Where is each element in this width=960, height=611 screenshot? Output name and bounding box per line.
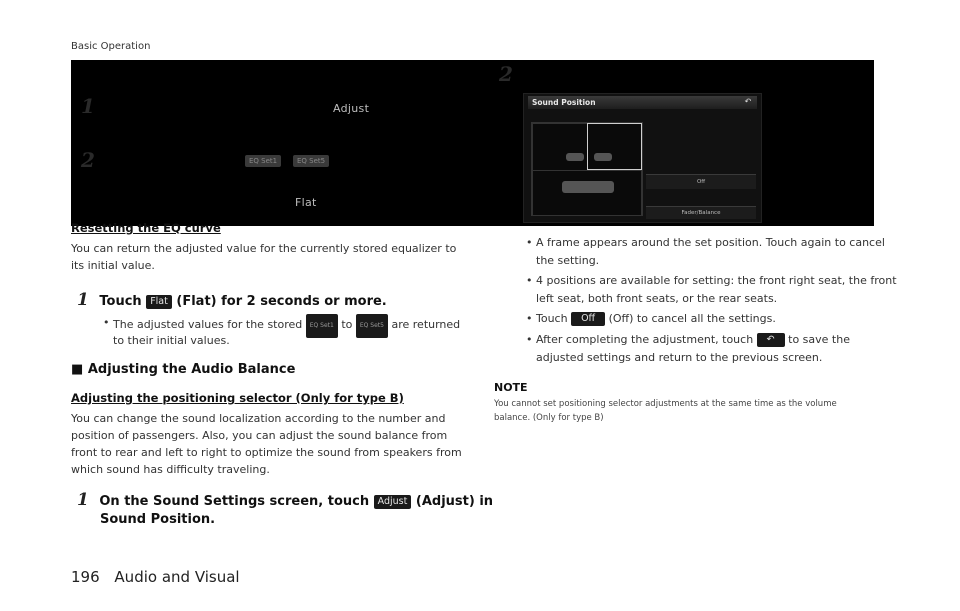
right-bullet-2: • 4 positions are available for setting: the front right seat, the front left seat, both front seats, or the rear seats. <box>536 272 897 308</box>
bullet-line: 4 positions are available for setting: the front right seat, the front <box>536 274 897 287</box>
balance-heading <box>71 362 295 377</box>
bullet-text: (Off) to cancel all the settings. <box>608 312 776 325</box>
reset-step <box>77 290 387 310</box>
screen-title: Sound Position <box>528 96 757 109</box>
body-line: front to rear and left to right to optimize the sound from speakers from <box>71 446 462 459</box>
note-line: You cannot set positioning selector adjustments at the same time as the volume <box>494 399 837 409</box>
off-button[interactable]: Off <box>646 174 756 189</box>
off-button[interactable]: Off <box>571 312 605 326</box>
step-number: 1 <box>77 490 89 510</box>
rear-seat-icon <box>562 181 614 193</box>
step-number: 1 <box>77 290 89 310</box>
adjust-button[interactable]: Adjust <box>374 495 412 509</box>
seat-grid <box>531 122 643 216</box>
bullet-text: to save the <box>788 333 850 346</box>
bullet-text: to <box>341 318 353 331</box>
back-arrow-icon[interactable]: ↶ <box>757 333 785 347</box>
eq-set5-chip: EQ Set5 <box>356 314 388 338</box>
balance-body <box>71 410 462 478</box>
page-number: 196 <box>71 568 100 586</box>
step-text: (Flat) for 2 seconds or more. <box>176 294 387 309</box>
balance-step-cont: Sound Position. <box>100 512 216 527</box>
eq-set1-chip: EQ Set1 <box>306 314 338 338</box>
balance-heading-text: Adjusting the Audio Balance <box>87 362 296 377</box>
fader-balance-button[interactable]: Fader/Balance <box>646 206 756 219</box>
reset-body: You can return the adjusted value for the currently stored equalizer to its initial value. <box>71 242 457 272</box>
note-line: balance. (Only for type B) <box>494 413 604 423</box>
bullet-text: Touch <box>536 312 568 325</box>
body-line: You can change the sound localization according to the number and <box>71 412 446 425</box>
right-bullet-back: • After completing the adjustment, touch ↶ to save the adjusted settings and return to the previous screen. <box>536 331 850 367</box>
flat-label: Flat <box>295 196 317 209</box>
reset-bullet-cont: to their initial values. <box>113 334 230 347</box>
note-text <box>494 397 837 425</box>
reset-heading: Resetting the EQ curve <box>71 221 221 235</box>
adjust-label: Adjust <box>333 102 370 115</box>
step-text: Touch <box>99 294 142 309</box>
figure-step-2: 2 <box>81 148 95 172</box>
square-bullet-icon: ■ <box>71 362 84 377</box>
right-bullet-1: • A frame appears around the set position. Touch again to cancel the setting. <box>536 234 885 270</box>
seat-rear[interactable] <box>532 170 642 216</box>
bullet-line: adjusted settings and return to the previous screen. <box>536 351 823 364</box>
eq-set1-chip: EQ Set1 <box>245 155 281 167</box>
step-text: On the Sound Settings screen, touch <box>99 494 370 509</box>
seat-front-right-selected[interactable] <box>587 123 642 170</box>
bullet-text: are returned <box>391 318 461 331</box>
balance-step <box>77 490 493 510</box>
eq-set5-chip: EQ Set5 <box>293 155 329 167</box>
reset-bullet: • The adjusted values for the stored EQ Set1 to EQ Set5 are returned <box>113 314 460 338</box>
back-arrow-icon[interactable]: ↶ <box>744 97 752 106</box>
sound-position-screen <box>523 93 762 223</box>
flat-button[interactable]: Flat <box>146 295 172 309</box>
figure-step-2-right: 2 <box>499 62 513 86</box>
bullet-text: The adjusted values for the stored <box>113 318 303 331</box>
note-heading: NOTE <box>494 381 528 394</box>
page-footer <box>71 568 240 586</box>
right-bullet-off: • Touch Off (Off) to cancel all the settings. <box>526 312 776 325</box>
seat-icon <box>594 153 612 161</box>
section-header: Basic Operation <box>71 41 151 52</box>
balance-subheading: Adjusting the positioning selector (Only for type B) <box>71 391 404 405</box>
chapter-title: Audio and Visual <box>114 568 240 586</box>
step-text: (Adjust) in <box>415 494 494 509</box>
figure-step-1: 1 <box>81 94 95 118</box>
body-line: which sound has difficulty traveling. <box>71 463 270 476</box>
bullet-line: left seat, both front seats, or the rear seats. <box>536 292 778 305</box>
seat-front-left[interactable] <box>532 123 588 171</box>
bullet-line: A frame appears around the set position. Touch again to cancel <box>536 236 885 249</box>
body-line: position of passengers. Also, you can adjust the sound balance from <box>71 429 448 442</box>
seat-icon <box>566 153 584 161</box>
bullet-text: After completing the adjustment, touch <box>536 333 754 346</box>
bullet-line: the setting. <box>536 254 600 267</box>
